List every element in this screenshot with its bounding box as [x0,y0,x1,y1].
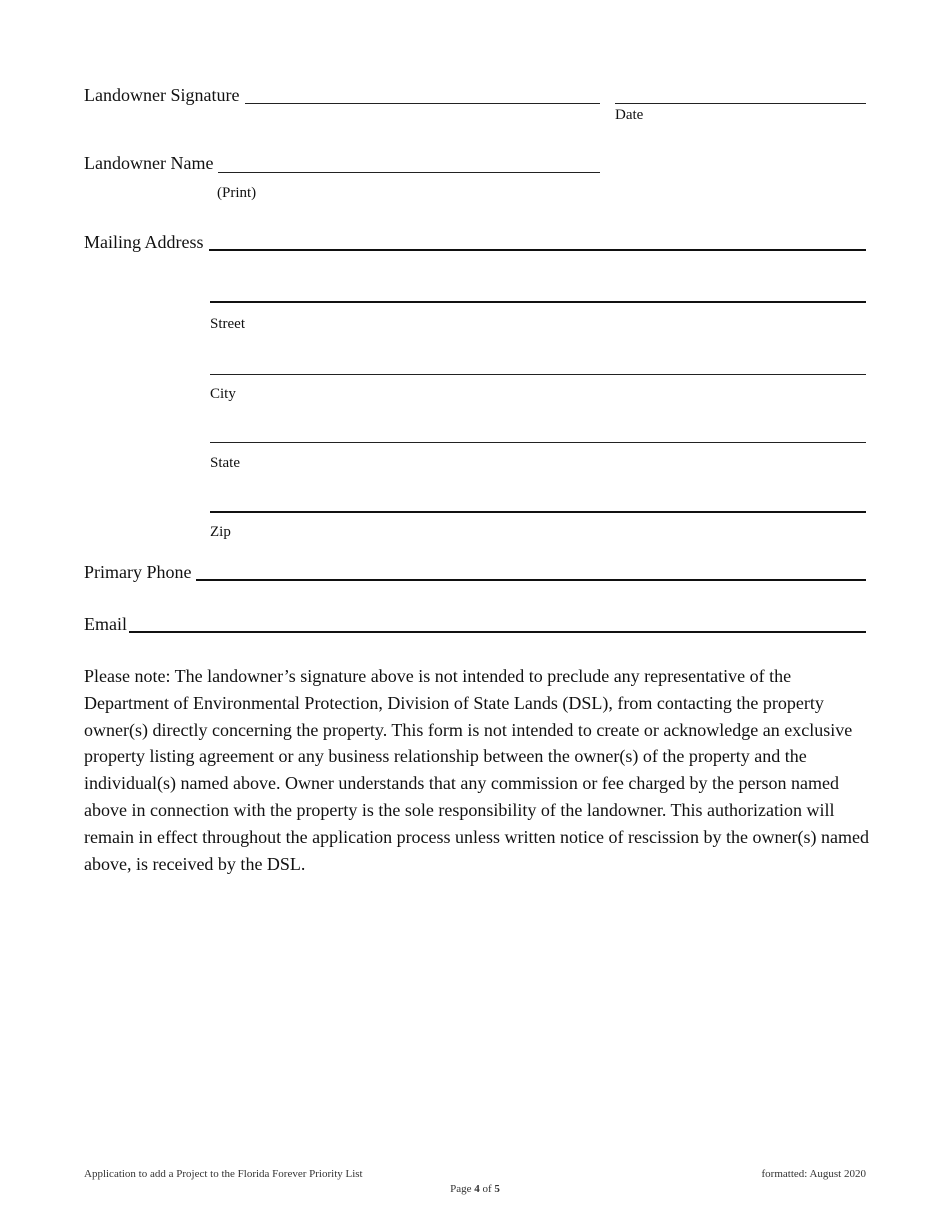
mailing-address-label: Mailing Address [84,232,204,252]
state-label: State [210,455,240,471]
city-line[interactable] [210,374,866,375]
email-label: Email [84,614,127,634]
date-label: Date [615,107,644,123]
zip-line[interactable] [210,511,866,513]
page-total: 5 [494,1183,500,1195]
mailing-address-line[interactable] [209,249,866,251]
page-number [0,1183,950,1196]
page-prefix: Page [450,1183,472,1195]
footer-left: Application to add a Project to the Florida Forever Priority List [84,1168,363,1180]
landowner-name-label: Landowner Name [84,153,214,173]
primary-phone-label: Primary Phone [84,562,192,582]
signature-line[interactable] [245,103,600,104]
city-label: City [210,386,236,402]
signature-label: Landowner Signature [84,85,240,105]
street-label: Street [210,316,245,332]
state-line[interactable] [210,442,866,443]
landowner-name-line[interactable] [218,172,600,173]
page-of: of [482,1183,492,1195]
email-line[interactable] [129,631,866,633]
disclaimer-note: Please note: The landowner’s signature above is not intended to preclude any representative of the Department of Environmental Protection, Division of State Lands (DSL), from contacting the property owner(s) directly concerning the property. This form is not intended to create or acknowledge an exclusive property listing agreement or any business relationship between the owner(s) of the property and the individual(s) named above. Owner understands that any commission or fee charged by the person named above in connection with the property is the sole responsibility of the landowner. This authorization will remain in effect throughout the application process unless written notice of rescission by the owner(s) named above, is received by the DSL. [84,666,869,874]
print-label: (Print) [217,185,257,201]
page-current: 4 [474,1183,480,1195]
zip-label: Zip [210,524,231,540]
street-line[interactable] [210,301,866,303]
date-line[interactable] [615,103,866,104]
footer-right: formatted: August 2020 [761,1168,866,1180]
primary-phone-line[interactable] [196,579,866,581]
